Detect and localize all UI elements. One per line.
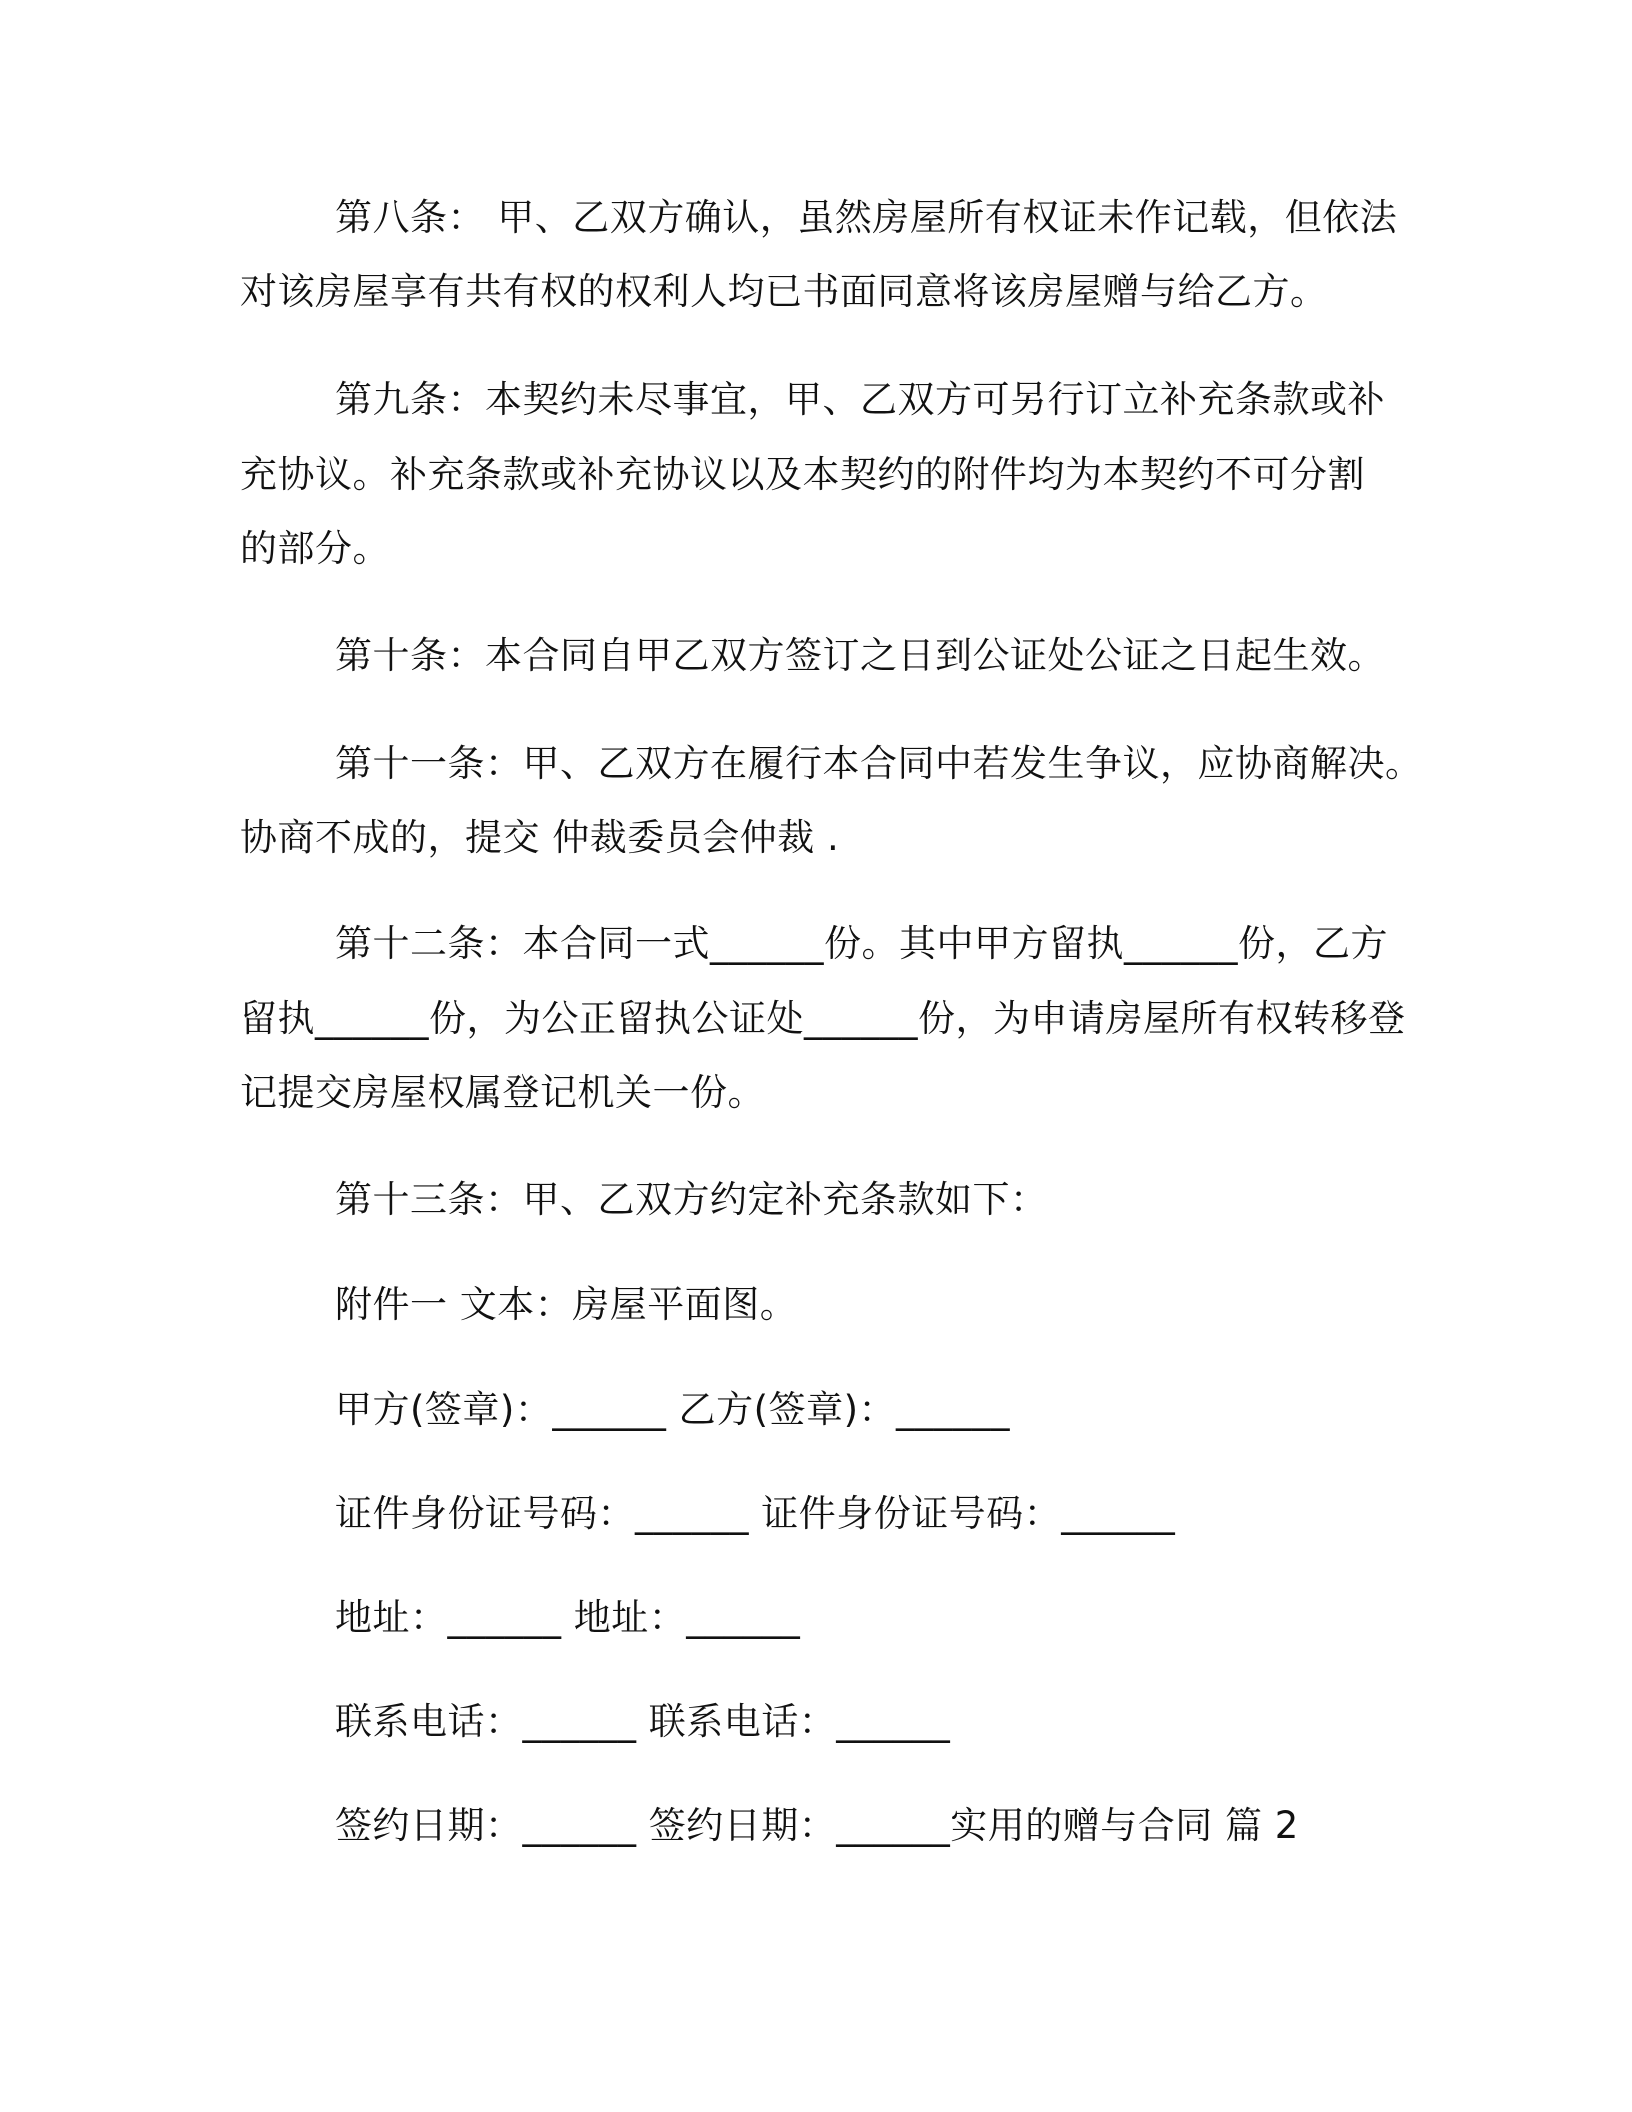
signature-phone-line: 联系电话：______ 联系电话：______ xyxy=(335,1700,951,1743)
article-13-line-1: 第十三条：甲、乙双方约定补充条款如下： xyxy=(335,1178,1048,1221)
article-11-line-2: 协商不成的，提交 仲裁委员会仲裁 . xyxy=(240,816,840,859)
article-11-line-1: 第十一条：甲、乙双方在履行本合同中若发生争议，应协商解决。 xyxy=(335,742,1423,785)
article-9-line-1: 第九条：本契约未尽事宜，甲、乙双方可另行订立补充条款或补 xyxy=(335,378,1385,421)
article-8-line-2: 对该房屋享有共有权的权利人均已书面同意将该房屋赠与给乙方。 xyxy=(240,270,1328,313)
article-9-line-2: 充协议。补充条款或补充协议以及本契约的附件均为本契约不可分割 xyxy=(240,453,1365,496)
signature-address-line: 地址：______ 地址：______ xyxy=(335,1596,801,1639)
signature-id-line: 证件身份证号码：______ 证件身份证号码：______ xyxy=(335,1492,1176,1535)
article-12-line-1: 第十二条：本合同一式______份。其中甲方留执______份，乙方 xyxy=(335,922,1388,965)
article-12-line-3: 记提交房屋权属登记机关一份。 xyxy=(240,1071,765,1114)
article-12-line-2: 留执______份，为公正留执公证处______份，为申请房屋所有权转移登 xyxy=(240,997,1406,1040)
signature-parties-line: 甲方(签章)：______ 乙方(签章)：______ xyxy=(335,1388,1011,1431)
article-10-line-1: 第十条：本合同自甲乙双方签订之日到公证处公证之日起生效。 xyxy=(335,634,1385,677)
article-9-line-3: 的部分。 xyxy=(240,527,390,570)
article-8-line-1: 第八条： 甲、乙双方确认，虽然房屋所有权证未作记载，但依法 xyxy=(335,196,1398,239)
signature-date-line: 签约日期：______ 签约日期：______实用的赠与合同 篇 2 xyxy=(335,1804,1299,1847)
attachment-line: 附件一 文本：房屋平面图。 xyxy=(335,1283,798,1326)
